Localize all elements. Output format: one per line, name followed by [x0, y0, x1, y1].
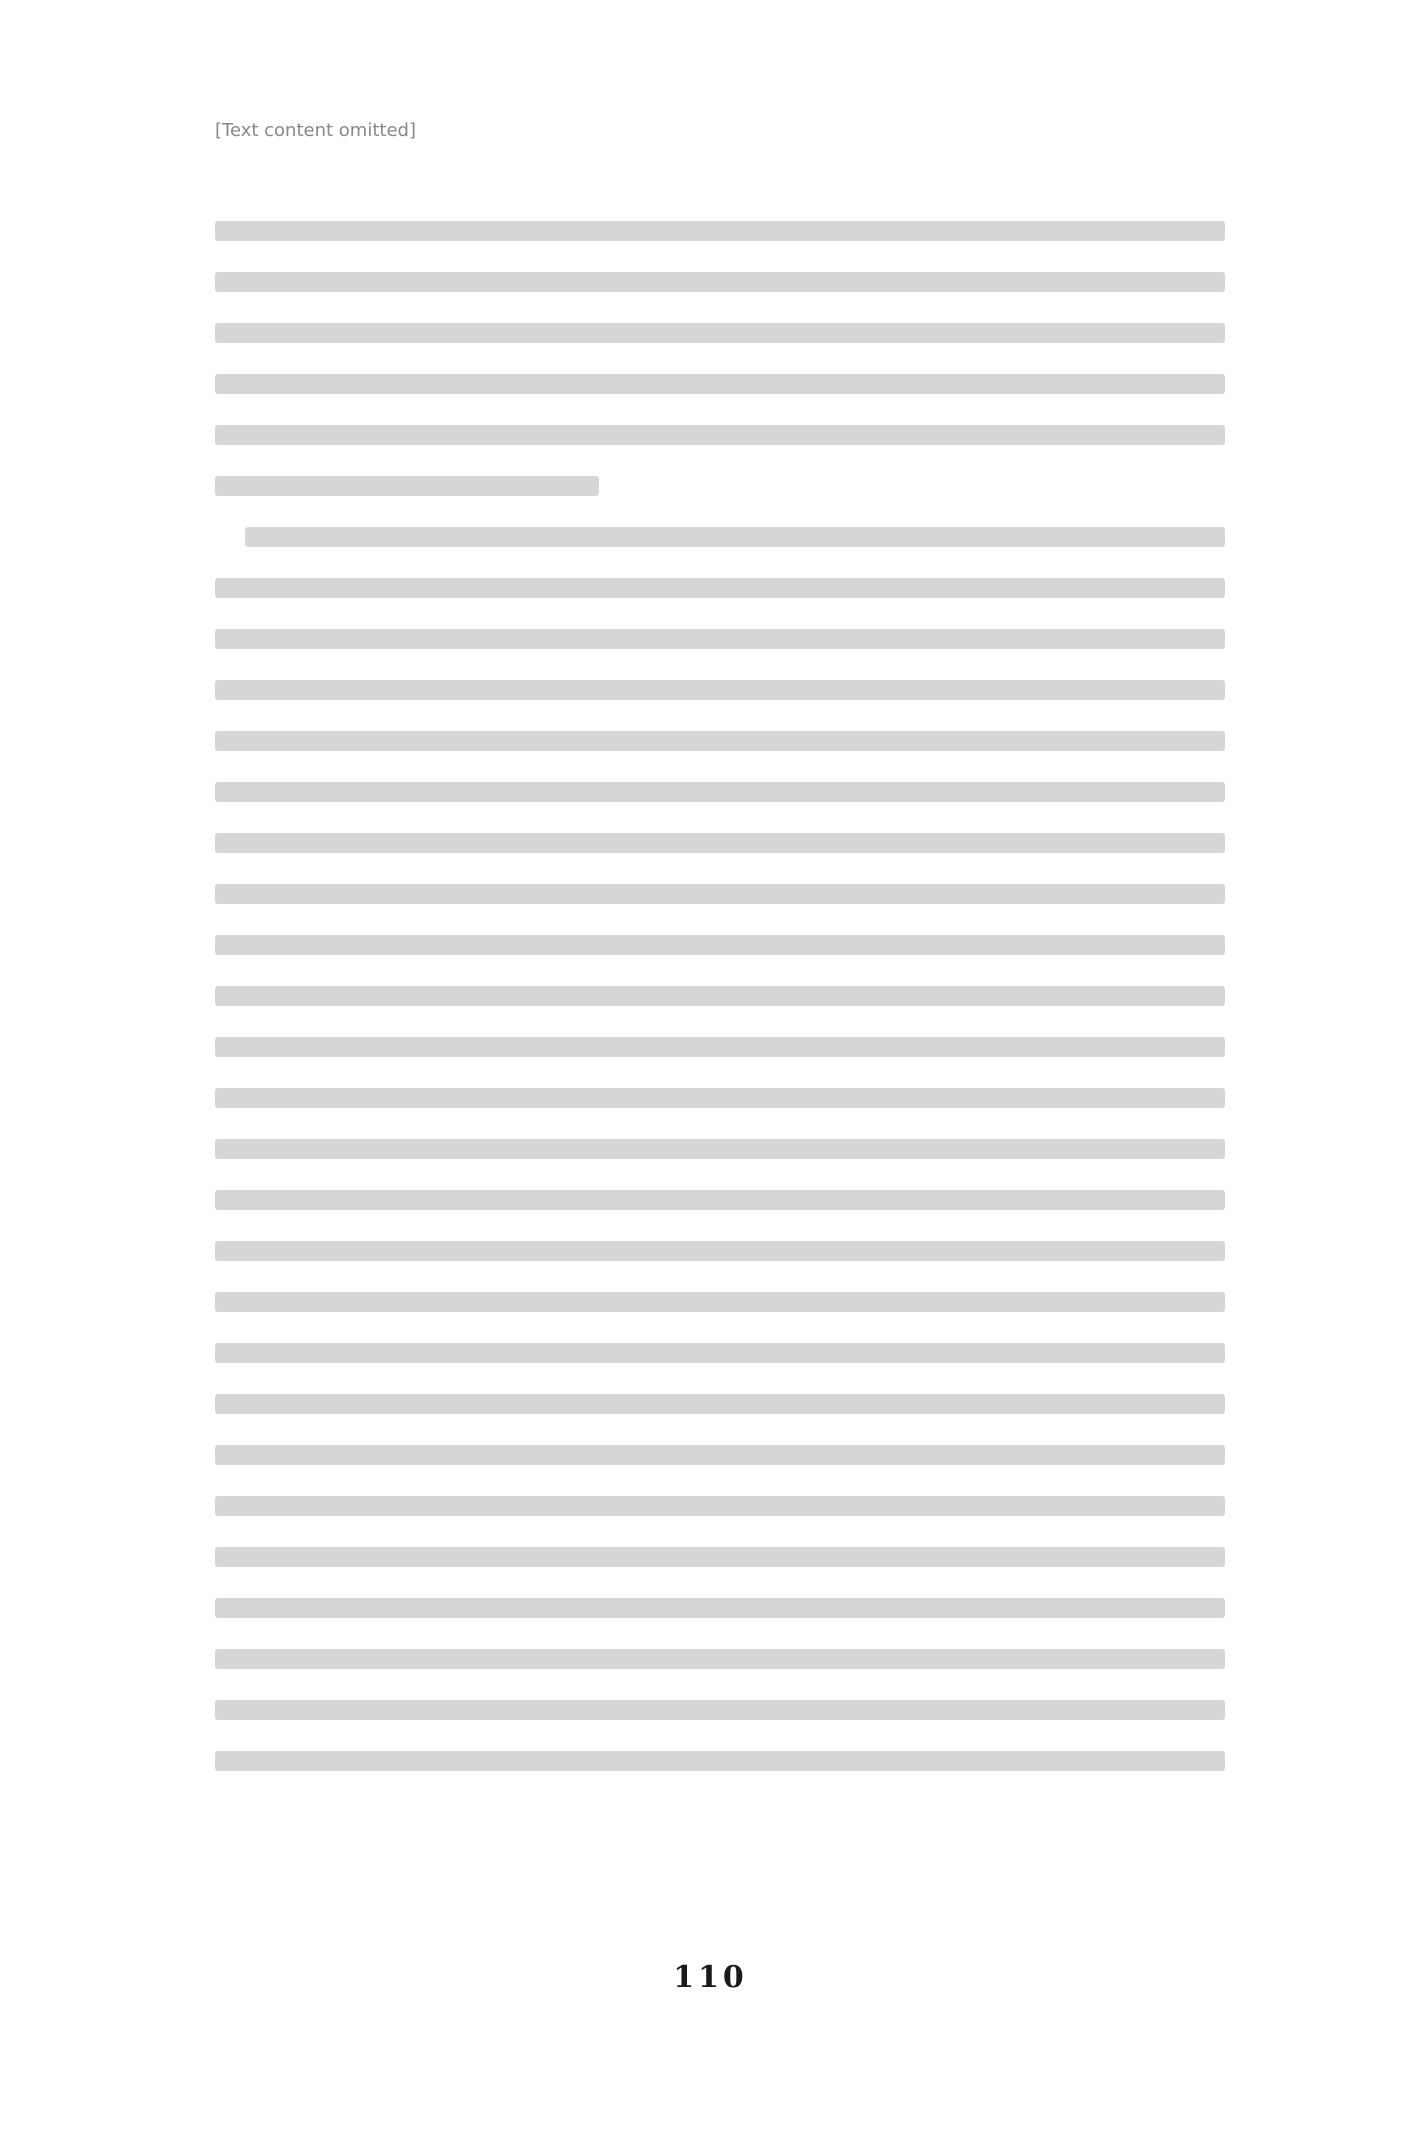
redacted-text-line: [215, 1582, 1225, 1633]
redacted-text-line: [215, 613, 1225, 664]
redacted-text-line: [215, 1480, 1225, 1531]
redacted-text-line: [215, 1021, 1225, 1072]
redaction-bar: [215, 1649, 1225, 1669]
redaction-bar: [215, 1700, 1225, 1720]
redacted-text-line: [215, 1225, 1225, 1276]
redaction-bar: [215, 1190, 1225, 1210]
redacted-text-line: [215, 1327, 1225, 1378]
redacted-text-line: [215, 766, 1225, 817]
redaction-bar: [215, 1241, 1225, 1261]
redaction-bar: [215, 1037, 1225, 1057]
redaction-bar: [215, 629, 1225, 649]
redacted-text-line: [215, 715, 1225, 766]
redaction-bar: [215, 1751, 1225, 1771]
redaction-bar: [215, 425, 1225, 445]
redacted-text-line: [215, 1531, 1225, 1582]
redaction-bar: [215, 986, 1225, 1006]
redacted-text-line: [215, 205, 1225, 256]
redacted-text-line: [215, 1123, 1225, 1174]
redacted-text-line: [215, 1633, 1225, 1684]
redacted-text-line: [215, 817, 1225, 868]
redaction-bar: [215, 1547, 1225, 1567]
redaction-bar: [245, 527, 1225, 547]
redaction-bar: [215, 935, 1225, 955]
redacted-text-line: [215, 1174, 1225, 1225]
redacted-text-line: [215, 1276, 1225, 1327]
redaction-bar: [215, 578, 1225, 598]
redaction-bar: [215, 374, 1225, 394]
paragraph: [215, 205, 1225, 511]
redacted-text-line: [215, 664, 1225, 715]
redacted-text-line: [215, 919, 1225, 970]
redaction-bar: [215, 731, 1225, 751]
redacted-text-line: [215, 256, 1225, 307]
redaction-bar: [215, 1496, 1225, 1516]
redacted-text-line: [215, 970, 1225, 1021]
redacted-text-line: [215, 868, 1225, 919]
redaction-bar: [215, 1292, 1225, 1312]
redacted-text-line: [215, 1684, 1225, 1735]
redaction-bar: [215, 221, 1225, 241]
paragraph: [215, 511, 1225, 1786]
redacted-text-line: [215, 460, 1225, 511]
redaction-bar: [215, 884, 1225, 904]
redaction-bar: [215, 1139, 1225, 1159]
redaction-bar: [215, 1394, 1225, 1414]
redacted-text-line: [215, 358, 1225, 409]
redacted-text-line: [215, 409, 1225, 460]
redacted-text-line: [215, 1735, 1225, 1786]
redaction-note: [Text content omitted]: [215, 120, 416, 141]
redaction-bar: [215, 323, 1225, 343]
redaction-bar: [215, 1088, 1225, 1108]
redaction-bar: [215, 1445, 1225, 1465]
redacted-text-line: [215, 1378, 1225, 1429]
redaction-bar: [215, 1598, 1225, 1618]
page-number: 110: [673, 1960, 748, 1995]
redaction-bar: [215, 1343, 1225, 1363]
redacted-text-line: [215, 562, 1225, 613]
redaction-bar: [215, 476, 599, 496]
redacted-text-line: [215, 1072, 1225, 1123]
redacted-text-line: [215, 1429, 1225, 1480]
body-text-block: [215, 205, 1225, 1786]
redaction-bar: [215, 833, 1225, 853]
redacted-text-line: [215, 307, 1225, 358]
redaction-bar: [215, 272, 1225, 292]
redaction-bar: [215, 680, 1225, 700]
redaction-bar: [215, 782, 1225, 802]
redacted-text-line: [215, 511, 1225, 562]
